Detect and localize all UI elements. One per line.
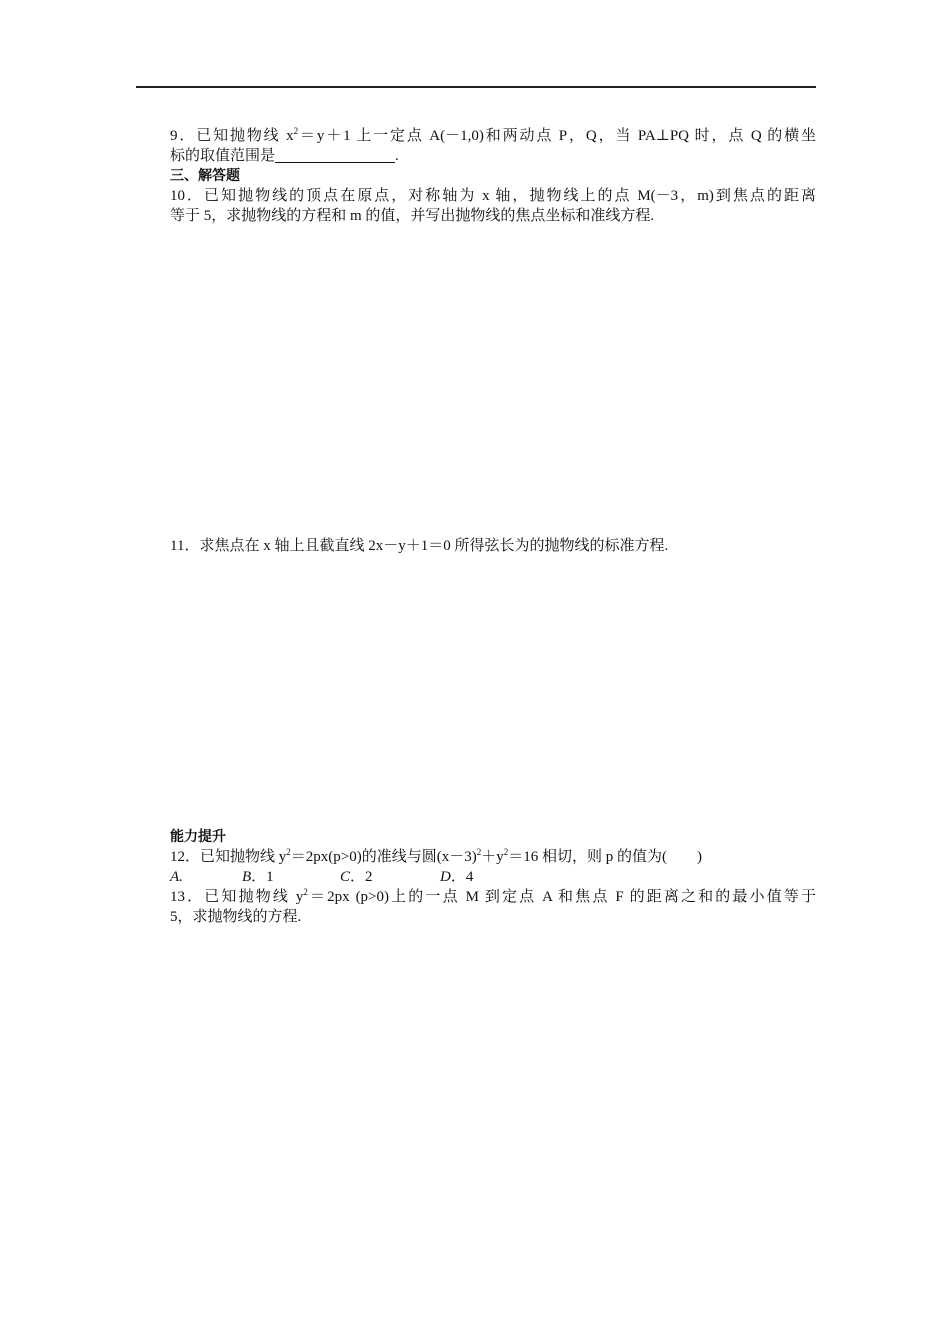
question-12-options bbox=[170, 867, 816, 887]
option-c[interactable]: C．2 bbox=[340, 869, 373, 885]
option-a[interactable]: A. bbox=[170, 869, 183, 885]
question-13-line-2: 5，求抛物线的方程. bbox=[170, 909, 302, 925]
question-10-line-2: 等于 5，求抛物线的方程和 m 的值，并写出抛物线的焦点坐标和准线方程. bbox=[170, 208, 655, 224]
section-title-solutions: 三、解答题 bbox=[170, 168, 240, 184]
question-13-line-1: 13．已知抛物线 $y^2=2px$ (p>0)上的一点 M 到定点 A 和焦点 F 的距离之和的最小值等于 bbox=[170, 887, 816, 905]
header-rule bbox=[136, 86, 816, 88]
question-11 bbox=[170, 536, 816, 556]
question-12-stem: 12．已知抛物线 $y^2=2px(p>0)$的准线与圆$(x-3)^2+y^2=16$ 相切，则 p 的值为( ) bbox=[170, 847, 702, 865]
question-9-line-2: 标的取值范围是 . bbox=[170, 148, 399, 164]
question-11-line-1: 11．求焦点在 x 轴上且截直线 2x－y＋1＝0 所得弦长为的抛物线的标准方程. bbox=[170, 538, 669, 554]
question-12 bbox=[170, 847, 816, 887]
option-b[interactable]: B．1 bbox=[242, 869, 274, 885]
option-d[interactable]: D．4 bbox=[440, 869, 474, 885]
question-10 bbox=[170, 186, 816, 226]
question-10-line-1: 10．已知抛物线的顶点在原点，对称轴为 x 轴，抛物线上的点 M(－3，m)到焦点的距离 bbox=[170, 188, 816, 204]
answer-blank[interactable] bbox=[275, 148, 395, 163]
question-9-line-1: 9．已知抛物线 $x^2=y+1$ 上一定点 A(－1,0)和两动点 P，Q，当 PA⊥PQ 时，点 Q 的横坐 bbox=[170, 126, 816, 144]
section-title-ability: 能力提升 bbox=[170, 829, 226, 845]
question-13 bbox=[170, 887, 816, 927]
question-9 bbox=[170, 126, 816, 166]
